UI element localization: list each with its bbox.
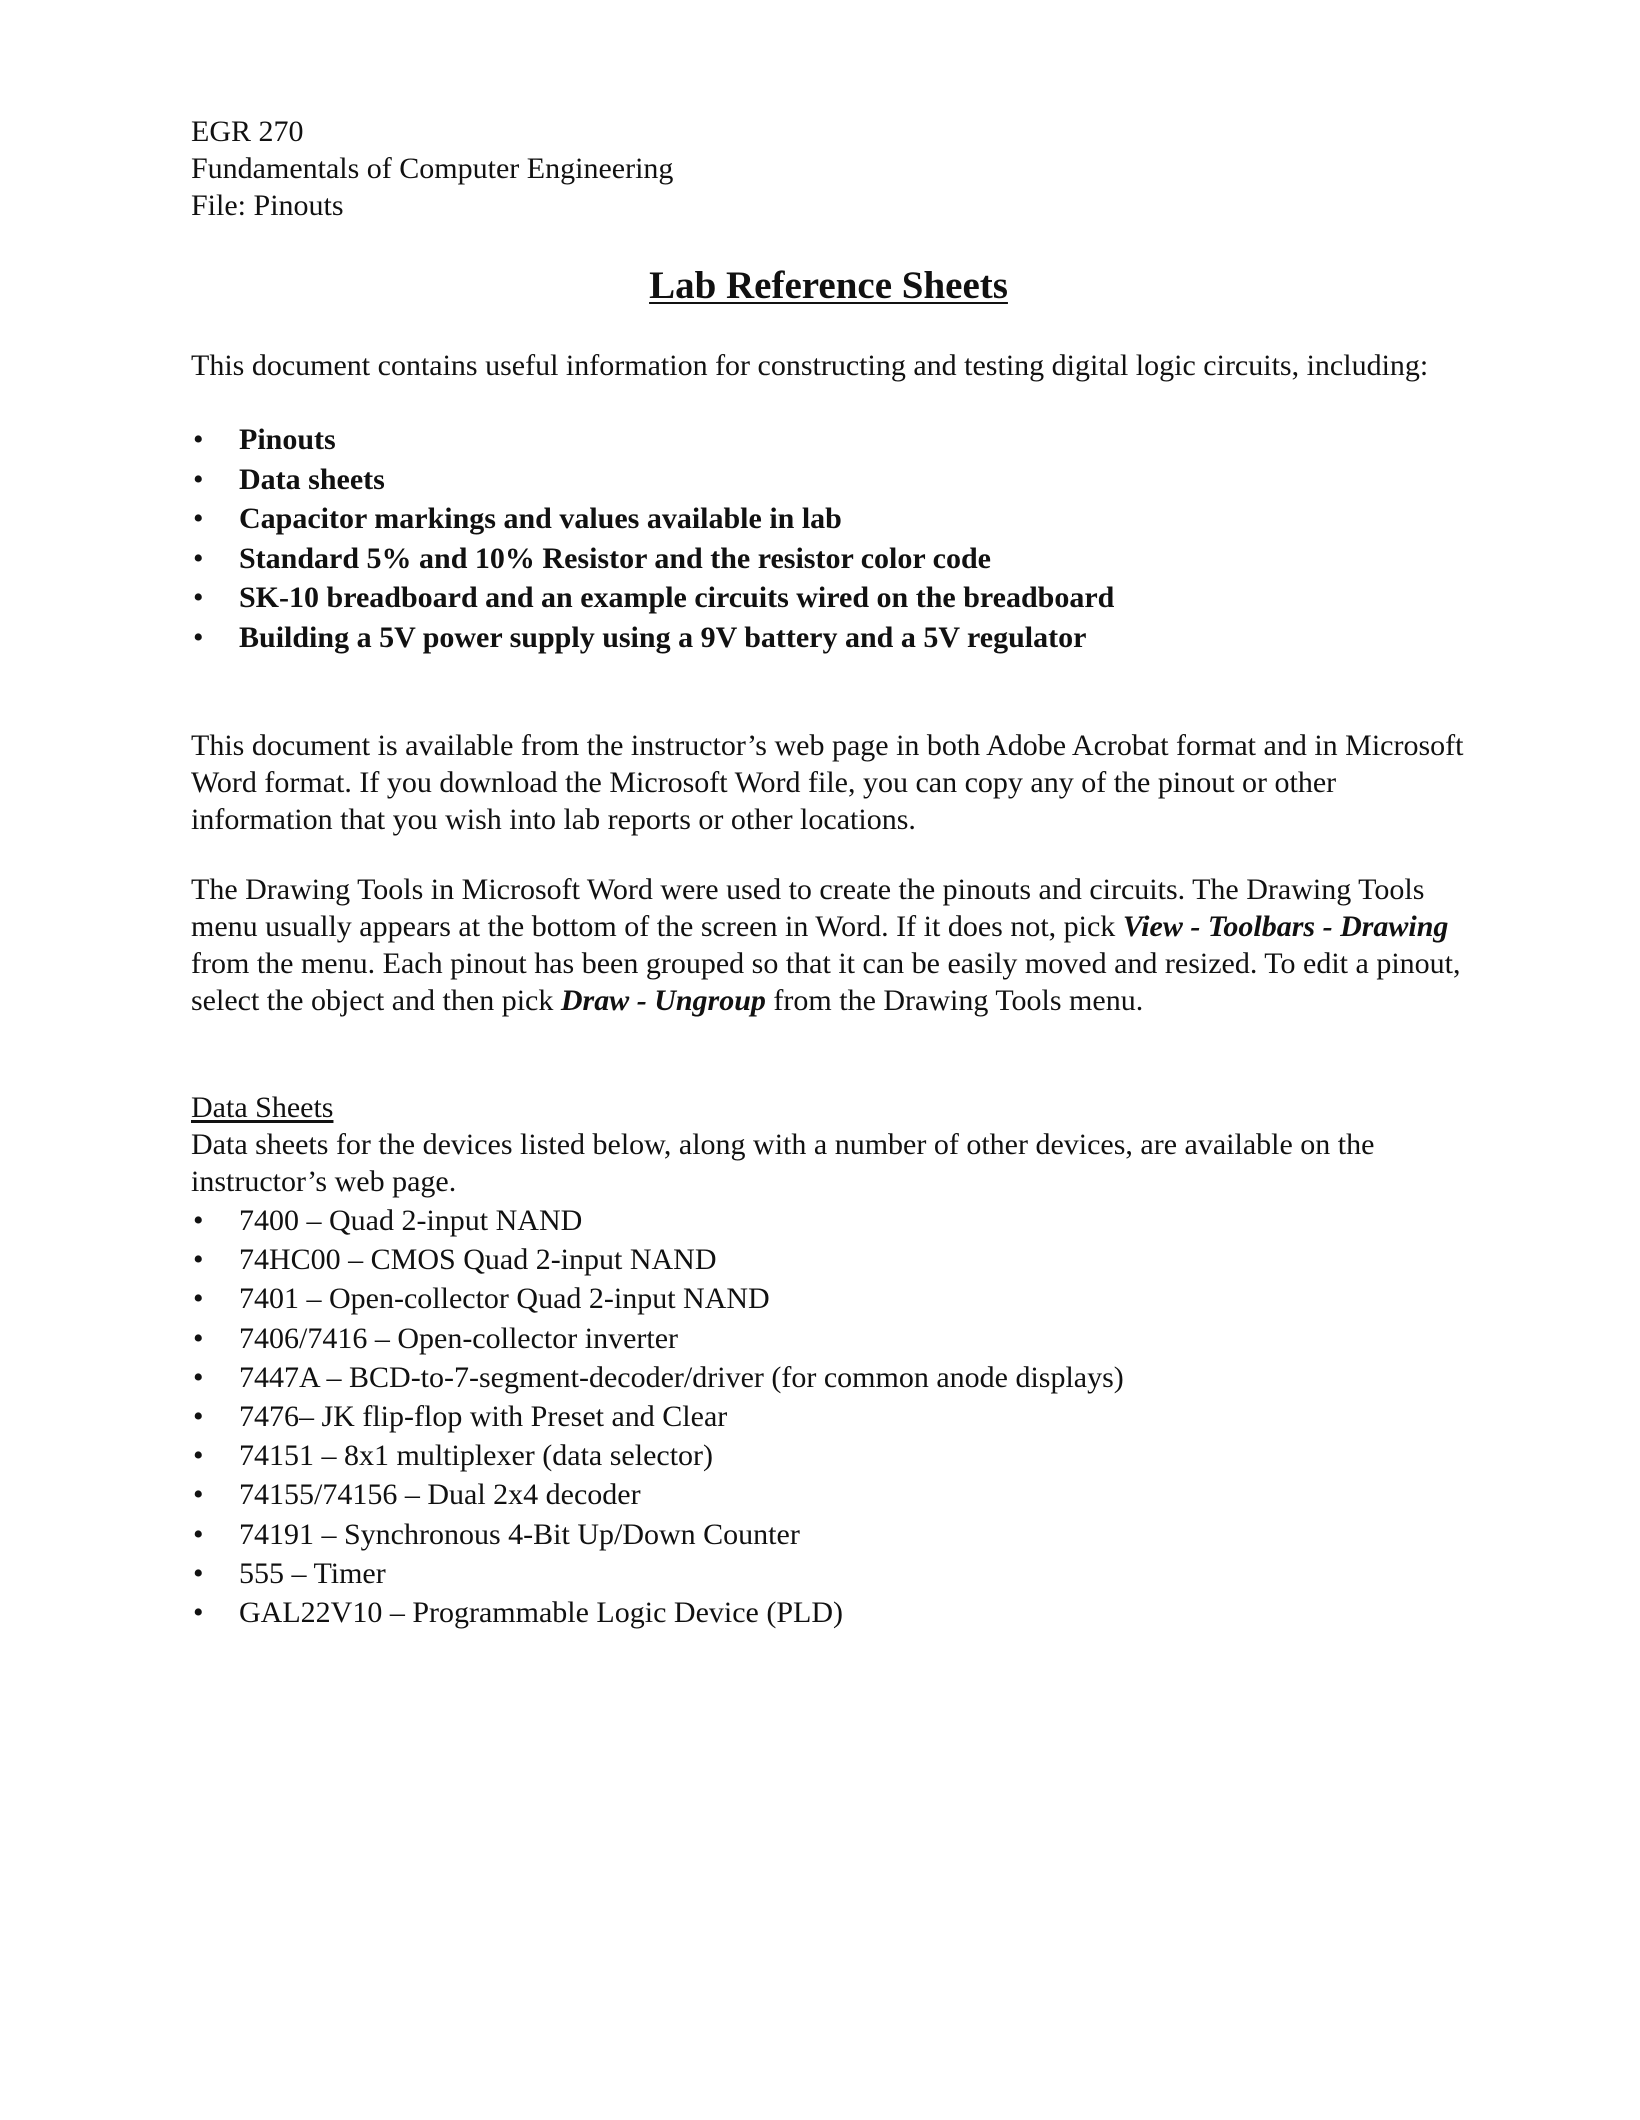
document-header: [191, 113, 673, 224]
availability-paragraph: [191, 727, 1481, 838]
data-sheets-text: Data sheets for the devices listed below, along with a number of other devices, are available on the instructor’s web page.: [191, 1128, 1375, 1198]
list-item: • Capacitor markings and values available in lab: [191, 499, 1481, 539]
list-item: • 7476– JK flip-flop with Preset and Clear: [191, 1397, 1481, 1436]
menu-path-draw-ungroup: Draw - Ungroup: [560, 984, 766, 1017]
drawing-tools-text-part1: The Drawing Tools in Microsoft Word were used to create the pinouts and circuits. The Drawing Tools menu usually appears at the bottom of the screen in Word. If it does not, pick: [191, 873, 1425, 943]
list-item: • 74HC00 – CMOS Quad 2-input NAND: [191, 1240, 1481, 1279]
drawing-tools-text: [191, 871, 1481, 1019]
course-code: EGR 270: [191, 115, 304, 148]
drawing-tools-text-part2: from the menu. Each pinout has been grouped so that it can be easily moved and resized. To edit a pinout, select the object and then pick: [191, 947, 1461, 1017]
contents-list: [191, 420, 1481, 657]
availability-text: This document is available from the instructor’s web page in both Adobe Acrobat format and in Microsoft Word format. If you download the Microsoft Word file, you can copy any of the pinout or other information that you wish into lab reports or other locations.: [191, 729, 1464, 836]
list-item: • GAL22V10 – Programmable Logic Device (PLD): [191, 1593, 1481, 1632]
list-item: • 74155/74156 – Dual 2x4 decoder: [191, 1475, 1481, 1514]
data-sheets-list: [191, 1201, 1481, 1632]
intro-text: This document contains useful information for constructing and testing digital logic circuits, including:: [191, 349, 1429, 382]
list-item: • 555 – Timer: [191, 1554, 1481, 1593]
list-item: • SK-10 breadboard and an example circuits wired on the breadboard: [191, 578, 1481, 618]
list-item: • Data sheets: [191, 460, 1481, 500]
list-item: • 74151 – 8x1 multiplexer (data selector): [191, 1436, 1481, 1475]
drawing-tools-paragraph: [191, 871, 1481, 1019]
data-sheets-heading-text: Data Sheets: [191, 1091, 334, 1124]
data-sheets-paragraph: [191, 1126, 1481, 1200]
list-item: • 7400 – Quad 2-input NAND: [191, 1201, 1481, 1240]
course-name: Fundamentals of Computer Engineering: [191, 152, 674, 185]
list-item: • 7406/7416 – Open-collector inverter: [191, 1319, 1481, 1358]
file-name: File: Pinouts: [191, 189, 344, 222]
list-item: • 7447A – BCD-to-7-segment-decoder/driver (for common anode displays): [191, 1358, 1481, 1397]
list-item: • Standard 5% and 10% Resistor and the resistor color code: [191, 539, 1481, 579]
drawing-tools-text-part3: from the Drawing Tools menu.: [765, 984, 1144, 1017]
list-item: • 7401 – Open-collector Quad 2-input NAND: [191, 1279, 1481, 1318]
page-title: [191, 262, 1466, 310]
data-sheets-heading: [191, 1089, 1481, 1126]
intro-paragraph: [191, 347, 1481, 384]
list-item: • Building a 5V power supply using a 9V battery and a 5V regulator: [191, 618, 1481, 658]
menu-path-view-toolbars-drawing: View - Toolbars - Drawing: [1122, 910, 1449, 943]
list-item: • 74191 – Synchronous 4-Bit Up/Down Counter: [191, 1515, 1481, 1554]
page-title-text: Lab Reference Sheets: [649, 264, 1008, 307]
list-item: • Pinouts: [191, 420, 1481, 460]
